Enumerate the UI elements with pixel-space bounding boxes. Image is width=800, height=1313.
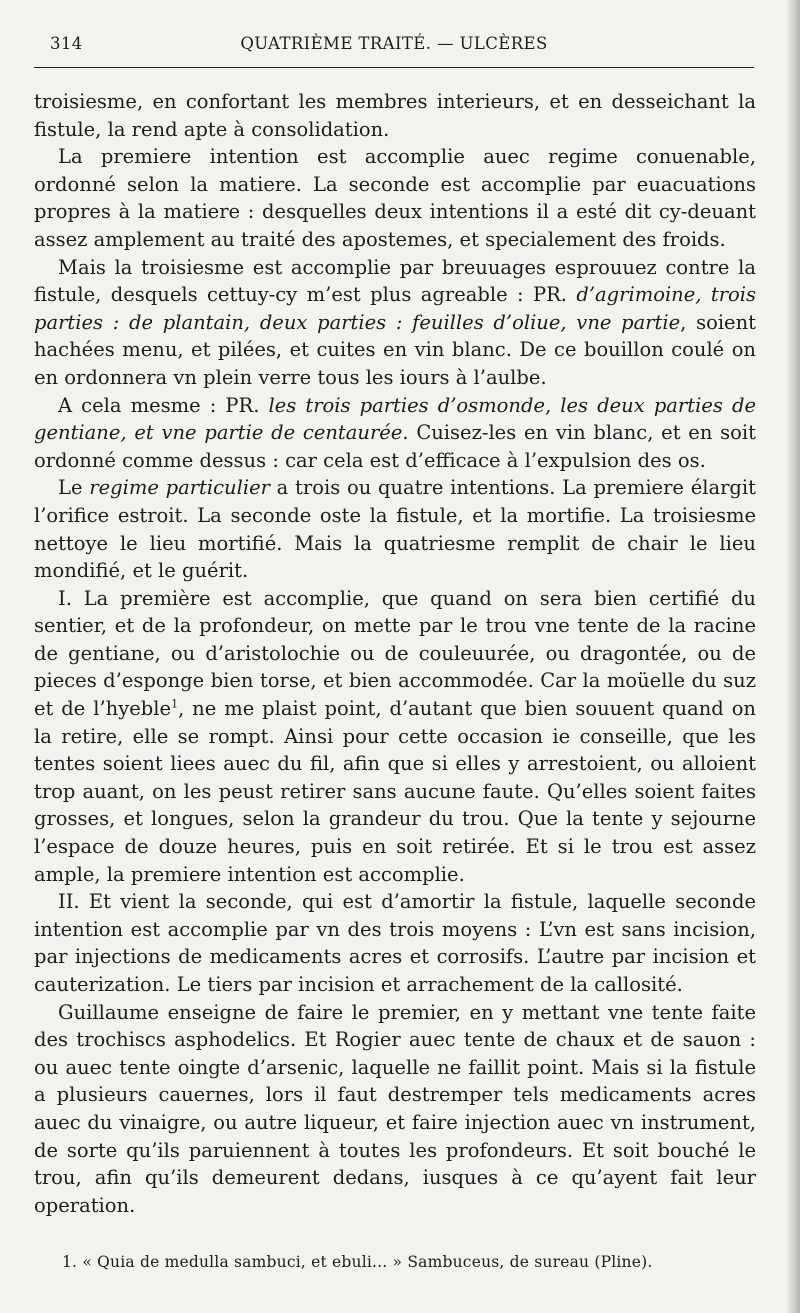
paragraph xyxy=(34,585,756,889)
paragraph xyxy=(34,254,756,392)
footnote: 1. « Quia de medulla sambuci, et ebuli... » Sambuceus, de sureau (Pline). xyxy=(62,1253,653,1271)
italic-text: d’agrimoine, trois parties : de plantain, deux parties : feuilles d’oliue, vne partie xyxy=(34,283,756,334)
text-run: La premiere intention est accomplie auec regime conuenable, ordonné selon la matiere. La seconde est accomplie par euacuations propres à la matiere : desquelles deux intentions il a esté dit cy-deuant assez amplement au traité des apostemes, et specialement des froids. xyxy=(34,145,756,251)
italic-text: regime particulier xyxy=(89,476,270,500)
footnote-marker: 1 xyxy=(171,697,179,711)
text-run: I. La première est accomplie, que quand on sera bien certifié du sentier, et de la profondeur, on mette par le trou vne tente de la racine de gentiane, ou d’aristolochie ou de couleuurée, ou dragontée, ou de pieces d’esponge bien torse, et bien accommodée. Car la moüelle du suz et de l’hyeble xyxy=(34,586,756,721)
running-header xyxy=(34,34,754,60)
paragraph xyxy=(34,392,756,475)
text-run: Guillaume enseigne de faire le premier, en y mettant vne tente faite des trochiscs asphodelics. Et Rogier auec tente de chaux et de sauon : ou auec tente oingte d’arsenic, laquelle ne faillit point. Mais si la fistule a plusieurs cauernes, lors il faut destremper tels medicaments acres auec du vinaigre, ou autre liqueur, et faire injection auec vn instrument, de sorte qu’ils paruiennent à toutes les profondeurs. Et soit bouché le trou, afin qu’ils demeurent dedans, iusques à ce qu’ayent fait leur operation. xyxy=(34,1000,756,1217)
page-number: 314 xyxy=(50,34,83,53)
running-title: QUATRIÈME TRAITÉ. — ULCÈRES xyxy=(240,34,548,53)
paragraph xyxy=(34,888,756,998)
page-edge-shadow xyxy=(786,0,800,1313)
paragraph xyxy=(34,143,756,253)
text-run: Mais la troisiesme est accomplie par breuuages esprouuez contre la fistule, desquels cettuy-cy m’est plus agreable : PR. xyxy=(34,255,756,307)
text-run: Le xyxy=(58,476,90,500)
text-run: II. Et vient la seconde, qui est d’amortir la fistule, laquelle seconde intention est accomplie par vn des trois moyens : L’vn est sans incision, par injections de medicaments acres et corrosifs. L’autre par incision et cauterization. Le tiers par incision et arrachement de la callosité. xyxy=(34,890,756,996)
text-run: a trois ou quatre intentions. La premiere élargit l’orifice estroit. La seconde oste la fistule, et la mortifie. La troisiesme nettoye le lieu mortifié. Mais la quatriesme remplit de chair le lieu mondifié, et le guérit. xyxy=(34,476,756,583)
header-rule xyxy=(34,67,754,68)
text-run: A cela mesme : PR. xyxy=(58,393,269,417)
paragraph xyxy=(34,999,756,1220)
text-run: , ne me plaist point, d’autant que bien souuent quand on la retire, elle se rompt. Ainsi pour cette occasion ie conseille, que les tentes soient liees auec du fil, afin que si elles y arrestoient, ou alloient trop auant, on les peust retirer sans aucune faute. Qu’elles soient faites grosses, et longues, selon la grandeur du trou. Que la tente y sejourne l’espace de douze heures, puis en soit retirée. Et si le trou est assez ample, la premiere intention est accomplie. xyxy=(34,697,756,886)
text-run: troisiesme, en confortant les membres interieurs, et en desseichant la fistule, la rend apte à consolidation. xyxy=(34,90,756,141)
paragraph xyxy=(34,474,756,584)
text-run: , soient hachées menu, et pilées, et cuites en vin blanc. De ce bouillon coulé on en ordonnera vn plein verre tous les iours à l’aulbe. xyxy=(34,310,756,389)
paragraph xyxy=(34,88,756,143)
text-run: . Cuisez-les en vin blanc, et en soit ordonné comme dessus : car cela est d’efficace à l’expulsion des os. xyxy=(34,421,756,472)
body-text xyxy=(34,88,756,1219)
italic-text: les trois parties d’osmonde, les deux parties de gentiane, et vne partie de centaurée xyxy=(34,393,756,445)
